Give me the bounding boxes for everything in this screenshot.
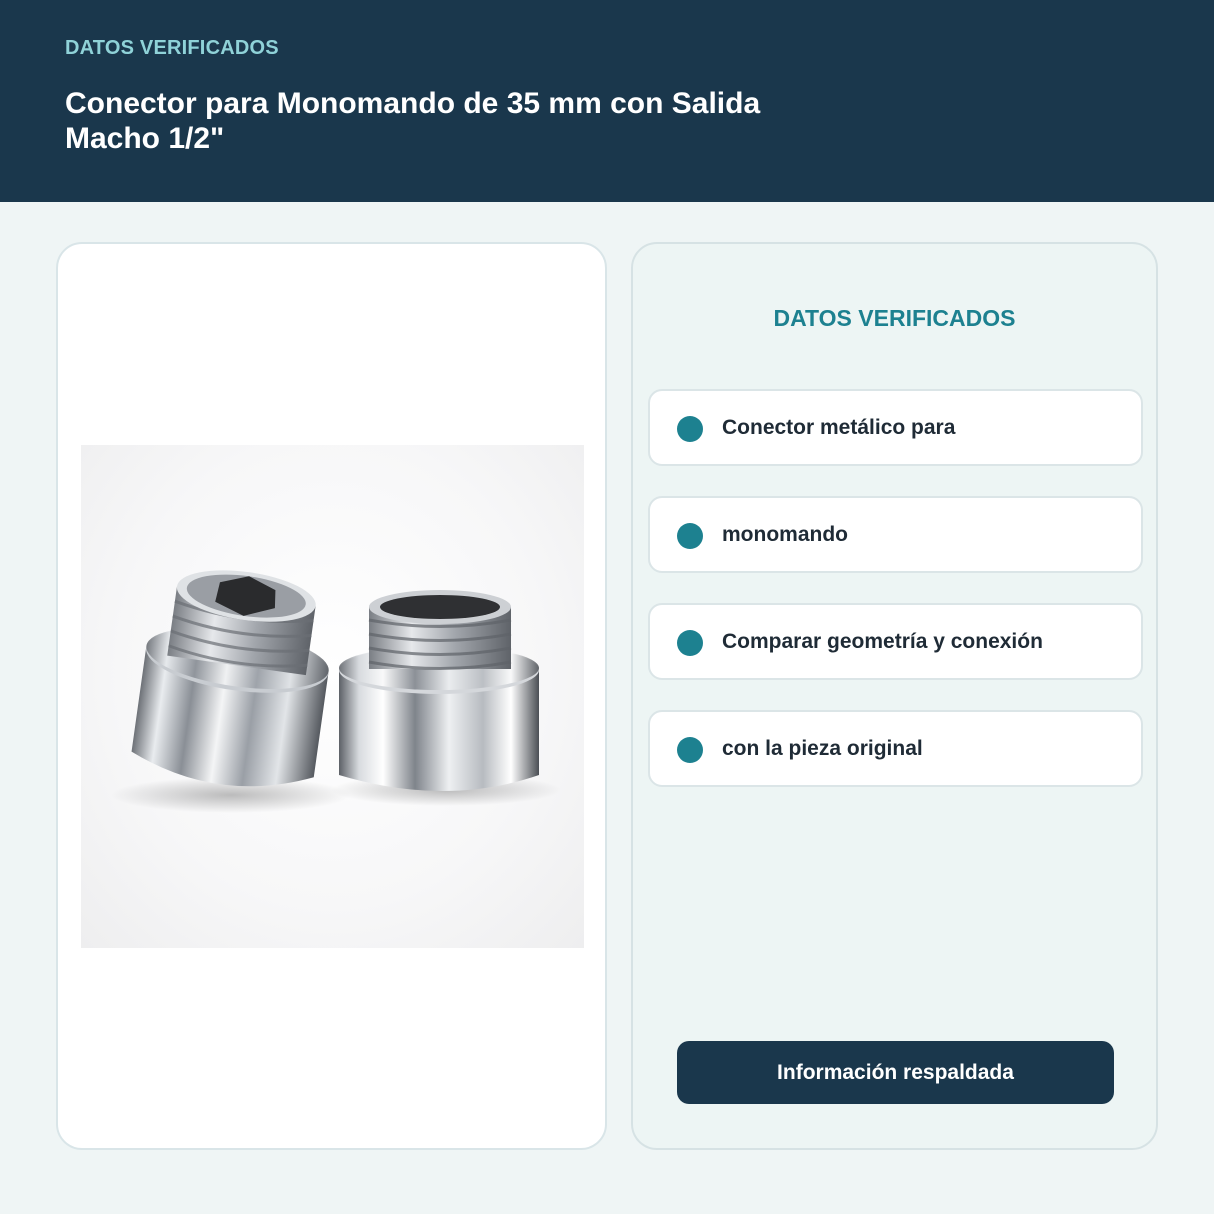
page-title: Conector para Monomando de 35 mm con Salida Macho 1/2"	[65, 87, 761, 155]
bullet-dot-icon	[677, 630, 703, 656]
backed-info-button[interactable]: Información respaldada	[677, 1041, 1114, 1104]
header-banner	[0, 0, 1214, 202]
header-kicker: DATOS VERIFICADOS	[65, 37, 279, 59]
bullet-dot-icon	[677, 416, 703, 442]
verified-data-panel	[631, 242, 1158, 1150]
feature-item	[648, 496, 1143, 573]
product-image-card	[56, 242, 607, 1150]
product-photo	[81, 445, 584, 948]
feature-item	[648, 710, 1143, 787]
feature-label: con la pieza original	[722, 737, 923, 760]
panel-title: DATOS VERIFICADOS	[773, 305, 1016, 331]
bullet-dot-icon	[677, 523, 703, 549]
feature-label: Conector metálico para	[722, 416, 956, 439]
feature-item	[648, 603, 1143, 680]
feature-label: monomando	[722, 523, 848, 546]
feature-label: Comparar geometría y conexión	[722, 630, 1043, 653]
feature-item	[648, 389, 1143, 466]
bullet-dot-icon	[677, 737, 703, 763]
